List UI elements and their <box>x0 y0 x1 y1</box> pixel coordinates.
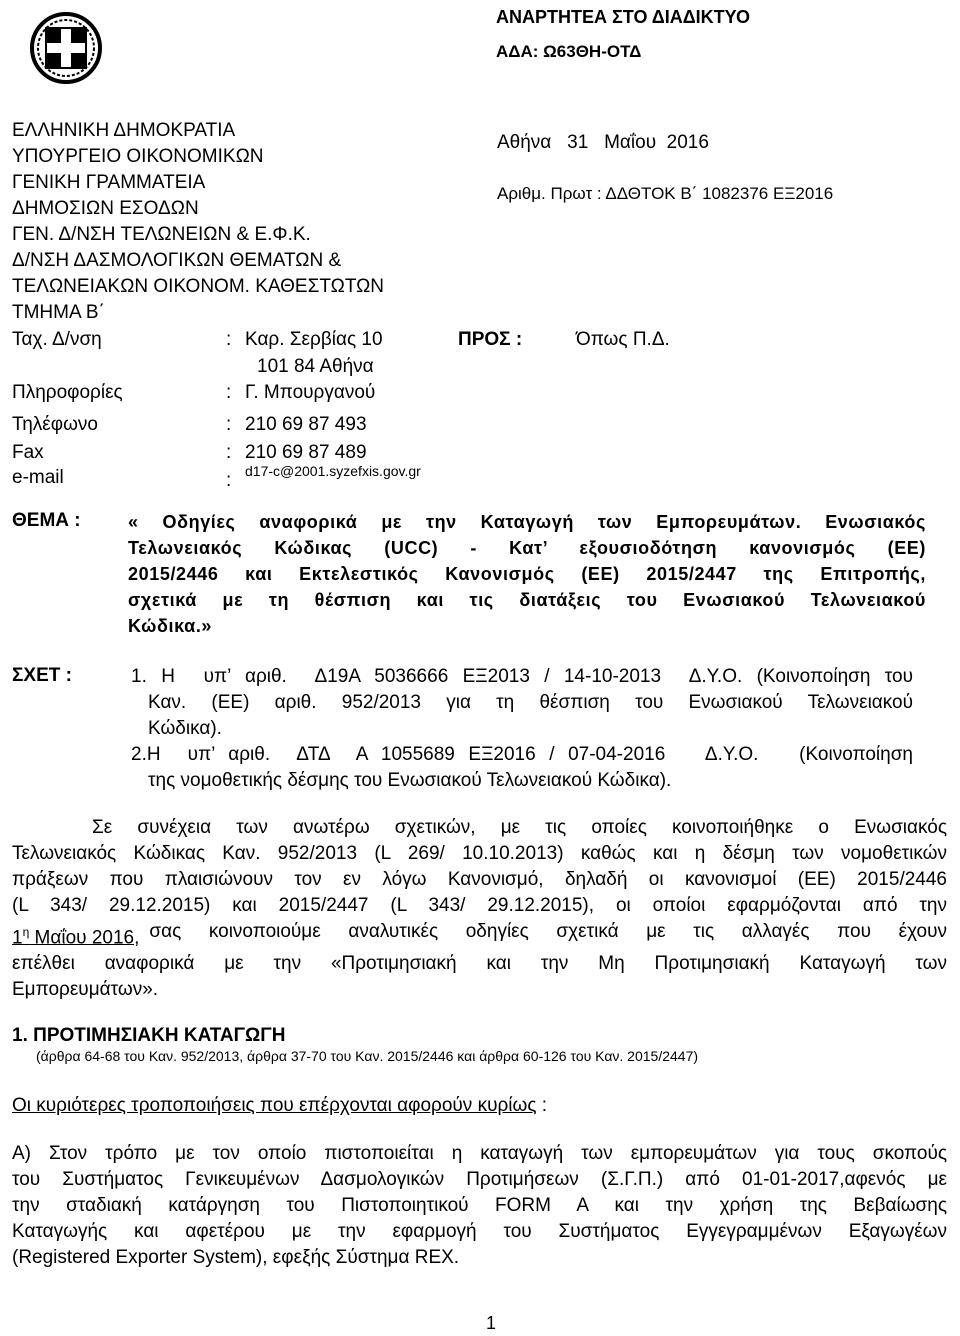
info-colon: : <box>226 382 232 403</box>
document-date: Αθήνα 31 Μαΐου 2016 <box>497 132 709 153</box>
section-legal-basis: (άρθρα 64-68 του Καν. 952/2013, άρθρα 37-70 του Καν. 2015/2446 και άρθρα 60-126 του Καν. 2015/2447) <box>36 1048 699 1064</box>
authority-line: Δ/ΝΣΗ ΔΑΣΜΟΛΟΓΙΚΩΝ ΘΕΜΑΤΩΝ & <box>12 250 342 271</box>
effective-date <box>12 919 139 951</box>
reference-line: 2.Η υπ’ αριθ. ΔΤΔ Α 1055689 ΕΞ2016 / 07-04-2016 Δ.Υ.Ο. (Κοινοποίηση <box>131 744 913 765</box>
effective-month: Μαΐου 2016, <box>29 927 140 949</box>
body-line: πράξεων που πλαισιώνουν τον εν λόγω Κανονισμό, δηλαδή οι κανονισμοί (ΕΕ) 2015/2446 <box>12 869 947 890</box>
authority-line: ΤΕΛΩΝΕΙΑΚΩΝ ΟΙΚΟΝΟΜ. ΚΑΘΕΣΤΩΤΩΝ <box>12 276 385 297</box>
info-label: Πληροφορίες <box>12 382 123 403</box>
address-colon: : <box>226 329 232 350</box>
reference-line: 1. Η υπ’ αριθ. Δ19Α 5036666 ΕΞ2013 / 14-10-2013 Δ.Υ.Ο. (Κοινοποίηση του <box>131 666 913 687</box>
publish-notice: ΑΝΑΡΤΗΤΕΑ ΣΤΟ ΔΙΑΔΙΚΤΥΟ <box>496 7 750 27</box>
references-text <box>131 664 913 794</box>
body-line: του Συστήματος Γενικευμένων Δασμολογικών Προτιμήσεων (Σ.Γ.Π.) από 01-01-2017,αφενός με <box>12 1169 947 1190</box>
authority-line: ΔΗΜΟΣΙΩΝ ΕΣΟΔΩΝ <box>12 198 199 219</box>
body-line: Τελωνειακός Κώδικας Καν. 952/2013 (L 269/ 10.10.2013) καθώς και η δέσμη των νομοθετικών <box>12 843 947 864</box>
body-line: (L 343/ 29.12.2015) και 2015/2447 (L 343/ 29.12.2015), οι οποίοι εφαρμόζονται από την <box>12 895 947 916</box>
fax-colon: : <box>226 442 232 463</box>
email-colon: : <box>226 470 232 491</box>
changes-heading <box>12 1093 547 1119</box>
authority-line: ΤΜΗΜΑ Β΄ <box>12 302 105 323</box>
body-line: Εμπορευμάτων». <box>12 979 159 1001</box>
effective-day: 1 <box>12 927 23 949</box>
subject-line: Κώδικα.» <box>128 616 213 636</box>
address-line1: Καρ. Σερβίας 10 <box>245 329 383 350</box>
body-line: επέλθει αναφορικά με την «Προτιμησιακή και την Μη Προτιμησιακή Καταγωγή των <box>12 953 947 975</box>
email-value: d17-c@2001.syzefxis.gov.gr <box>245 463 421 479</box>
email-label: e-mail <box>12 467 64 488</box>
body-line <box>12 919 947 951</box>
authority-line: ΓΕΝ. Δ/ΝΣΗ ΤΕΛΩΝΕΙΩΝ & Ε.Φ.Κ. <box>12 224 311 245</box>
references-label: ΣΧΕΤ : <box>12 665 72 686</box>
address-label: Ταχ. Δ/νση <box>12 329 102 350</box>
effective-day-suffix: η <box>22 925 30 939</box>
subject-label: ΘΕΜΑ : <box>12 510 81 531</box>
body-line: Σε συνέχεια των ανωτέρω σχετικών, με τις οποίες κοινοποιήθηκε ο Ενωσιακός <box>92 817 947 838</box>
ada-code: ΑΔΑ: Ω63ΘΗ-ΟΤΔ <box>496 42 642 61</box>
phone-label: Τηλέφωνο <box>12 414 98 435</box>
phone-colon: : <box>226 414 232 435</box>
body-line: (Registered Exporter System), εφεξής Σύστημα REX. <box>12 1247 460 1268</box>
body-line: Καταγωγής και αφετέρου με την εφαρμογή του Συστήματος Εγγεγραμμένων Εξαγωγέων <box>12 1221 947 1242</box>
authority-line: ΓΕΝΙΚΗ ΓΡΑΜΜΑΤΕΙΑ <box>12 172 206 193</box>
body-line: Α) Στον τρόπο με τον οποίο πιστοποιείται η καταγωγή των εμπορευμάτων για τους σκοπούς <box>12 1143 947 1164</box>
subject-text <box>128 509 926 639</box>
greek-emblem-icon <box>28 10 104 86</box>
fax-label: Fax <box>12 442 44 463</box>
reference-line: της νομοθετικής δέσμης του Ενωσιακού Τελωνειακού Κώδικα). <box>148 770 672 791</box>
recipient-value: Όπως Π.Δ. <box>576 329 670 350</box>
item-a-paragraph <box>12 1141 947 1271</box>
changes-heading-colon: : <box>536 1095 548 1116</box>
authority-block <box>12 118 384 326</box>
recipient-label: ΠΡΟΣ : <box>458 329 523 350</box>
body-line-rest: σας κοινοποιούμε αναλυτικές οδηγίες σχετικά με τις αλλαγές που έχουν <box>149 921 947 942</box>
reference-line: Καν. (ΕΕ) αριθ. 952/2013 για τη θέσπιση του Ενωσιακού Τελωνειακού <box>148 692 913 713</box>
protocol-number: Αριθμ. Πρωτ : ΔΔΘΤΟΚ Β΄ 1082376 ΕΞ2016 <box>497 184 834 203</box>
intro-paragraph <box>12 815 947 1003</box>
address-line2: 101 84 Αθήνα <box>257 356 374 377</box>
body-line: την σταδιακή κατάργηση του Πιστοποιητικού FORM A και την χρήση της Βεβαίωσης <box>12 1195 947 1216</box>
phone-value: 210 69 87 493 <box>245 414 367 435</box>
page-number: 1 <box>486 1313 497 1333</box>
info-value: Γ. Μπουργανού <box>245 382 376 403</box>
authority-line: ΥΠΟΥΡΓΕΙΟ ΟΙΚΟΝΟΜΙΚΩΝ <box>12 146 264 167</box>
fax-value: 210 69 87 489 <box>245 442 367 463</box>
subject-line: « Οδηγίες αναφορικά με την Καταγωγή των Εμπορευμάτων. Ενωσιακός <box>128 512 926 532</box>
reference-line: Κώδικα). <box>148 718 222 739</box>
section-heading: 1. ΠΡΟΤΙΜΗΣΙΑΚΗ ΚΑΤΑΓΩΓΗ <box>12 1025 286 1046</box>
subject-line: 2015/2446 και Εκτελεστικός Κανονισμός (ΕΕ) 2015/2447 της Επιτροπής, <box>128 564 926 584</box>
authority-line: ΕΛΛΗΝΙΚΗ ΔΗΜΟΚΡΑΤΙΑ <box>12 120 236 141</box>
subject-line: Τελωνειακός Κώδικας (UCC) - Κατ’ εξουσιοδότηση κανονισμός (ΕΕ) <box>128 538 926 558</box>
subject-line: σχετικά με τη θέσπιση και τις διατάξεις του Ενωσιακού Τελωνειακού <box>128 590 926 610</box>
changes-heading-text: Οι κυριότερες τροποποιήσεις που επέρχονται αφορούν κυρίως <box>12 1095 537 1116</box>
